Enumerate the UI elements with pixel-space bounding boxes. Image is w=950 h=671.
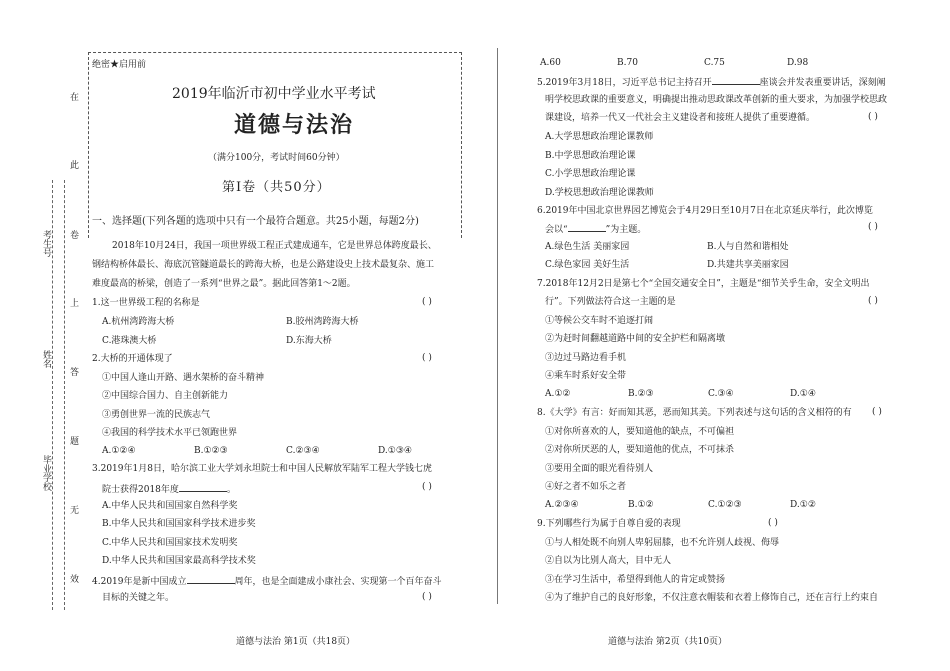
q7-statement-2: ②为赶时间翻越道路中间的安全护栏和隔离墩 bbox=[545, 334, 726, 344]
q2-option-c: C.②③④ bbox=[286, 446, 320, 456]
q7-option-d: D.①④ bbox=[790, 389, 816, 399]
q4-option-a: A.60 bbox=[540, 58, 561, 68]
q8-line-1: 8.《大学》有言：好而知其恶，恶而知其美。下列表述与这句话的含义相符的有 bbox=[537, 408, 852, 418]
subject-title: 道德与法治 bbox=[234, 112, 355, 138]
q7-statement-4: ④乘车时系好安全带 bbox=[545, 371, 627, 381]
intro-line-2: 钢结构桥体最长、海底沉管隧道最长的跨海大桥，也是公路建设史上技术最复杂、施工 bbox=[92, 260, 435, 270]
q5-line-1 bbox=[537, 75, 886, 89]
q3-option-c: C.中华人民共和国国家技术发明奖 bbox=[102, 538, 238, 548]
page-divider bbox=[497, 48, 498, 604]
q1-option-a: A.杭州湾跨海大桥 bbox=[102, 317, 175, 327]
q6-blank bbox=[568, 222, 606, 232]
q8-option-b: B.①② bbox=[628, 500, 654, 510]
q7-line-2: 行”。下列做法符合这一主题的是 bbox=[545, 297, 676, 307]
q1-stem: 1.这一世界级工程的名称是 bbox=[92, 298, 200, 308]
left-page-footer: 道德与法治 第1页（共18页） bbox=[236, 637, 356, 647]
q8-statement-3: ③要用全面的眼光看待别人 bbox=[545, 464, 654, 474]
q6-line-1: 6.2019年中国北京世界园艺博览会于4月29日至10月7日在北京延庆举行，此次博览 bbox=[537, 206, 873, 216]
q5-option-d: D.学校思想政治理论课教师 bbox=[545, 188, 654, 198]
q5-option-c: C.小学思想政治理论课 bbox=[545, 169, 636, 179]
q5-line-3: 课建设，培养一代又一代社会主义建设者和接班人提供了重要遵循。 bbox=[545, 113, 816, 123]
q3-stem-line-2 bbox=[102, 482, 236, 496]
q9-line-1: 9.下列哪些行为属于自尊自爱的表现 bbox=[537, 519, 681, 529]
q6-line-2 bbox=[545, 222, 646, 236]
part-title: 第Ⅰ卷（共50分） bbox=[222, 180, 331, 195]
q9-statement-1: ①与人相处既不向别人卑躬屈膝，也不允许别人歧视、侮辱 bbox=[545, 538, 780, 548]
q7-statement-3: ③边过马路边看手机 bbox=[545, 353, 627, 363]
q4-stem-post: 周年，也是全面建成小康社会、实现第一个百年奋斗 bbox=[234, 577, 442, 587]
side-label-xuexiao: 毕业学校 bbox=[41, 455, 51, 491]
q8-statement-1: ①对你所喜欢的人，要知道他的缺点，不可偏袒 bbox=[545, 427, 735, 437]
q2-stem: 2.大桥的开通体现了 bbox=[92, 354, 173, 364]
side-char-wu: 无 bbox=[70, 506, 80, 516]
side-char-da: 答 bbox=[70, 368, 80, 378]
q1-answer-paren: ( ) bbox=[422, 297, 432, 307]
side-char-juan: 卷 bbox=[70, 231, 80, 241]
side-char-zai: 在 bbox=[70, 93, 80, 103]
margin-dashed-line-inner bbox=[64, 180, 65, 610]
q7-option-c: C.③④ bbox=[708, 389, 734, 399]
q7-line-1: 7.2018年12月2日是第七个“全国交通安全日”，主题是“细节关乎生命，安全文明出 bbox=[537, 279, 870, 289]
side-char-shang: 上 bbox=[70, 299, 80, 309]
q3-stem-post: 。 bbox=[226, 485, 236, 495]
q3-answer-paren: ( ) bbox=[422, 482, 432, 492]
q3-option-b: B.中华人民共和国国家科学技术进步奖 bbox=[102, 519, 256, 529]
score-info: （满分100分，考试时间60分钟） bbox=[208, 153, 345, 163]
side-char-ci: 此 bbox=[70, 161, 80, 171]
q3-blank bbox=[179, 482, 227, 492]
side-char-ti: 题 bbox=[70, 437, 80, 447]
q3-stem-pre: 院士获得2018年度 bbox=[102, 485, 179, 495]
q5-answer-paren: ( ) bbox=[868, 112, 878, 122]
q2-statement-2: ②中国综合国力、自主创新能力 bbox=[102, 391, 229, 401]
q4-option-b: B.70 bbox=[617, 58, 638, 68]
q2-statement-4: ④我国的科学技术水平已领跑世界 bbox=[102, 428, 238, 438]
q6-pre: 会以“ bbox=[545, 225, 568, 235]
q7-answer-paren: ( ) bbox=[868, 296, 878, 306]
header-dashed-box bbox=[88, 52, 462, 238]
q2-statement-3: ③勇创世界一流的民族志气 bbox=[102, 410, 211, 420]
right-page-footer: 道德与法治 第2页（共10页） bbox=[608, 637, 728, 647]
side-label-xingming: 姓名 bbox=[41, 350, 51, 368]
q2-option-b: B.①②③ bbox=[194, 446, 228, 456]
q3-option-d: D.中华人民共和国国家最高科学技术奖 bbox=[102, 556, 256, 566]
q5-option-a: A.大学思想政治理论课教师 bbox=[545, 132, 654, 142]
intro-line-1: 2018年10月24日，我国一项世界级工程正式建成通车，它是世界总体跨度最长、 bbox=[112, 241, 437, 251]
secret-label: 绝密★启用前 bbox=[92, 60, 147, 70]
q2-option-a: A.①②④ bbox=[102, 446, 136, 456]
q2-statement-1: ①中国人逢山开路、遇水架桥的奋斗精神 bbox=[102, 373, 265, 383]
q9-statement-3: ③在学习生活中，希望得到他人的肯定或赞扬 bbox=[545, 575, 726, 585]
q1-option-c: C.港珠澳大桥 bbox=[102, 336, 157, 346]
q8-option-a: A.②③④ bbox=[545, 500, 579, 510]
q2-option-d: D.①③④ bbox=[378, 446, 412, 456]
q4-answer-paren: ( ) bbox=[422, 592, 432, 602]
q9-statement-2: ②自以为比别人高大，目中无人 bbox=[545, 556, 672, 566]
q5-option-b: B.中学思想政治理论课 bbox=[545, 151, 636, 161]
side-label-kaosheng: 考生号 bbox=[41, 230, 51, 257]
q8-option-d: D.①② bbox=[790, 500, 816, 510]
q5-pre: 5.2019年3月18日，习近平总书记主持召开 bbox=[537, 78, 712, 88]
q6-option-a: A.绿色生活 美丽家园 bbox=[545, 242, 630, 252]
q8-statement-4: ④好之者不如乐之者 bbox=[545, 482, 627, 492]
q5-post: 座谈会并发表重要讲话，深刻阐 bbox=[759, 78, 886, 88]
q7-statement-1: ①等候公交车时不追逐打闹 bbox=[545, 316, 654, 326]
exam-title: 2019年临沂市初中学业水平考试 bbox=[172, 86, 376, 102]
q4-stem-pre: 4.2019年是新中国成立 bbox=[92, 577, 187, 587]
q6-option-d: D.共建共享美丽家园 bbox=[707, 260, 789, 270]
q4-option-d: D.98 bbox=[787, 58, 809, 68]
q8-answer-paren: ( ) bbox=[872, 407, 882, 417]
q9-statement-4: ④为了维护自己的良好形象，不仅注意衣帽装和衣着上修饰自己，还在言行上约束自 bbox=[545, 593, 879, 603]
q7-option-b: B.②③ bbox=[628, 389, 654, 399]
q4-stem-line-2: 目标的关键之年。 bbox=[102, 593, 175, 603]
q3-option-a: A.中华人民共和国国家自然科学奖 bbox=[102, 501, 238, 511]
q6-post: ”为主题。 bbox=[605, 225, 647, 235]
q9-answer-paren: ( ) bbox=[768, 518, 778, 528]
q6-answer-paren: ( ) bbox=[868, 222, 878, 232]
q7-option-a: A.①② bbox=[545, 389, 571, 399]
section-heading: 一、选择题(下列各题的选项中只有一个最符合题意。共25小题，每题2分) bbox=[92, 216, 419, 227]
q6-option-c: C.绿色家园 美好生活 bbox=[545, 260, 630, 270]
side-char-xiao: 效 bbox=[70, 575, 80, 585]
q4-option-c: C.75 bbox=[704, 58, 725, 68]
intro-line-3: 难度最高的桥梁，创造了一系列“世界之最”。据此回答第1～2题。 bbox=[92, 279, 356, 289]
q5-line-2: 明学校思政课的重要意义，明确提出推动思政课改革创新的重大要求，为加强学校思政 bbox=[545, 95, 888, 105]
q3-stem-line-1: 3.2019年1月8日，哈尔滨工业大学刘永坦院士和中国人民解放军陆军工程大学钱七虎 bbox=[92, 464, 432, 474]
q4-stem bbox=[92, 574, 442, 588]
q8-statement-2: ②对你所厌恶的人，要知道他的优点，不可抹杀 bbox=[545, 445, 735, 455]
q5-blank bbox=[712, 75, 760, 85]
q4-blank bbox=[187, 574, 235, 584]
q8-option-c: C.①②③ bbox=[708, 500, 742, 510]
q2-answer-paren: ( ) bbox=[422, 353, 432, 363]
q1-option-d: D.东海大桥 bbox=[286, 336, 332, 346]
q1-option-b: B.胶州湾跨海大桥 bbox=[286, 317, 359, 327]
q6-option-b: B.人与自然和谐相处 bbox=[707, 242, 789, 252]
